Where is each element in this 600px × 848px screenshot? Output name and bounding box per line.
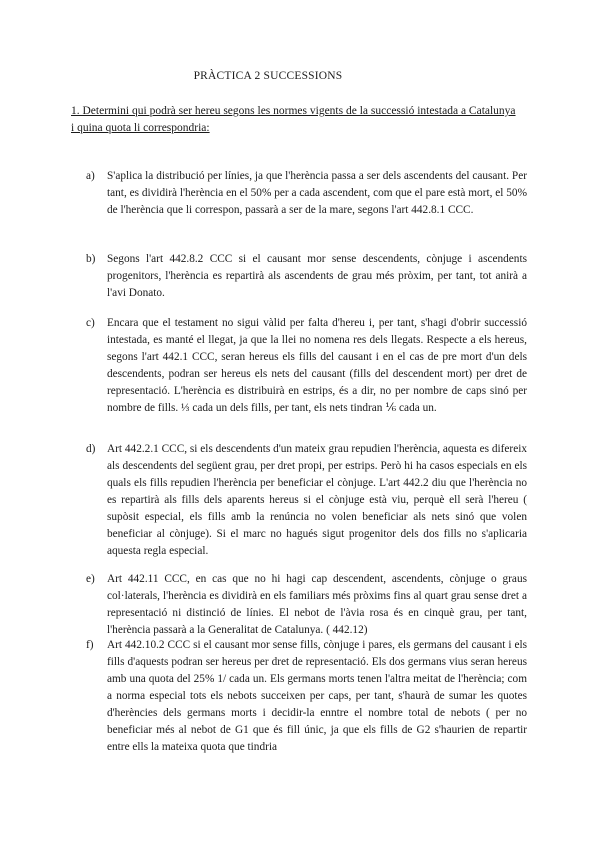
list-marker: d)	[86, 443, 96, 455]
answer-text: Segons l'art 442.8.2 CCC si el causant mor sense descendents, cònjuge i ascendents progenitors, l'herència es repartirà als ascendents de grau més pròxim, per tant, tot anirà a l'avi Donato.	[107, 253, 527, 299]
document-title: PRÀCTICA 2 SUCCESSIONS	[193, 70, 343, 82]
answer-item-f	[71, 637, 527, 756]
answer-item-c	[71, 315, 527, 417]
list-marker: f)	[86, 639, 94, 651]
answer-item-a	[71, 168, 527, 219]
answer-text: Art 442.2.1 CCC, si els descendents d'un mateix grau repudien l'herència, aquesta es difereix als descendents del següent grau, per dret propi, per estrips. Però hi ha casos especials en els quals els fills repudien l'herència per beneficiar el cònjuge. L'art 442.2 diu que l'herència no es repartirà als fills dels aparents hereus si el cònjuge està viu, perquè ell serà l'hereu ( supòsit especial, els fills amb la renúncia no volen beneficiar als nets sinó que volen beneficiar al cònjuge). Si el marc no hagués sigut progenitor dels dos fills no s'aplicaria aquesta regla especial.	[107, 443, 527, 557]
list-marker: a)	[86, 170, 95, 182]
list-marker: c)	[86, 317, 95, 329]
question-heading: 1. Determini qui podrà ser hereu segons les normes vigents de la successió intestada a Catalunya i quina quota li correspondria:	[71, 105, 516, 134]
list-marker: b)	[86, 253, 96, 265]
answer-text: S'aplica la distribució per línies, ja que l'herència passa a ser dels ascendents del causant. Per tant, es dividirà l'herència en el 50% per a cada ascendent, com que el pare està mort, el 50% de l'herència que li correspon, passarà a ser de la mare, segons l'art 442.8.1 CCC.	[107, 170, 527, 216]
answer-text: Encara que el testament no sigui vàlid per falta d'hereu i, per tant, s'hagi d'obrir successió intestada, es manté el llegat, ja que la llei no nomena res dels llegats. Respecte a els hereus, segons l'art 442.1 CCC, seran hereus els fills del causant i en el cas de pre mort d'un dels descendents, podran ser hereus els nets del causant (fills del descendent mort) per dret de representació. L'herència es distribuirà en estrips, és a dir, no per nombre de caps sinó per nombre de fills. ⅓ cada un dels fills, per tant, els nets tindran ⅙ cada un.	[107, 317, 527, 414]
answer-text: Art 442.10.2 CCC si el causant mor sense fills, cònjuge i pares, els germans del causant i els fills d'aquests podran ser hereus per dret de representació. Els dos germans vius seran hereus amb una quota del 25% 1/ cada un. Els germans morts tenen l'altra meitat de l'herència; com a norma especial tots els nebots succeixen per caps, per tant, s'haurà de sumar les quotes d'herències dels germans morts i decidir-la enntre el nombre total de nebots ( per no beneficiar més al nebot de G1 que és fill únic, ja que els fills de G2 s'haurien de repartir entre ells la mateixa quota que tindria	[107, 639, 527, 753]
answer-text: Art 442.11 CCC, en cas que no hi hagi cap descendent, ascendents, cònjuge o graus col·laterals, l'herència es dividirà en els familiars més pròxims fins al quart grau sense dret a representació ni distinció de línies. El nebot de l'àvia rosa és en cinquè grau, per tant, l'herència passarà a la Generalitat de Catalunya. ( 442.12)	[107, 573, 527, 636]
answer-item-d	[71, 441, 527, 560]
answer-item-b	[71, 251, 527, 302]
list-marker: e)	[86, 573, 95, 585]
answer-item-e	[71, 571, 527, 639]
